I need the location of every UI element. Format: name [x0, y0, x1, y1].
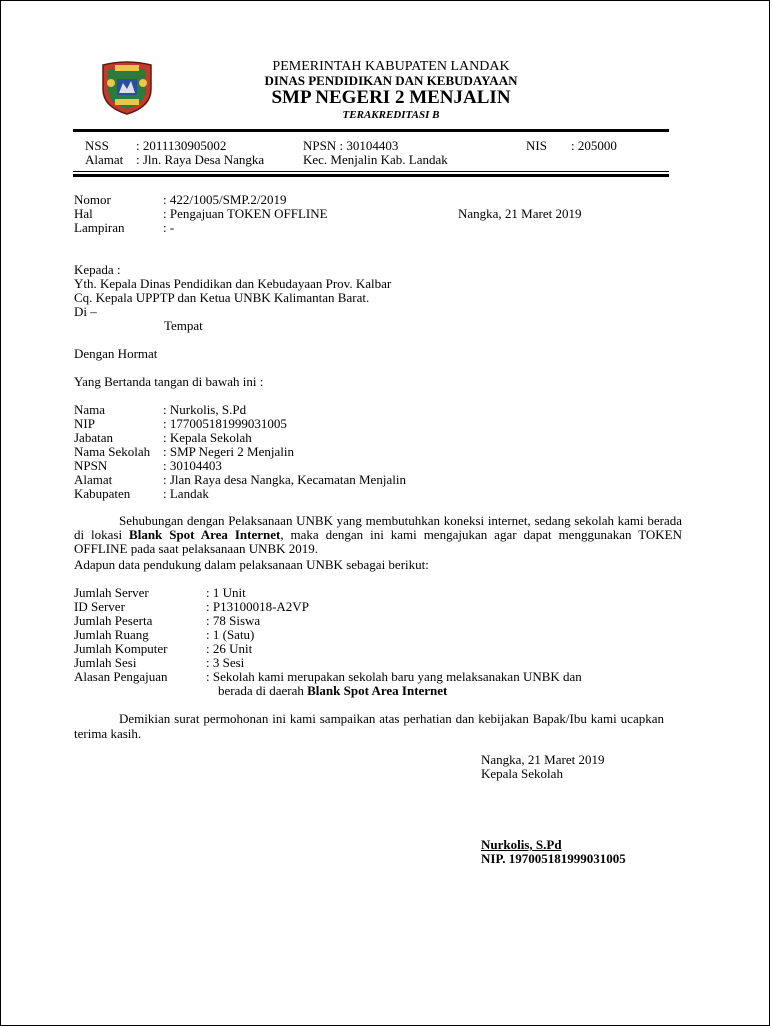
signer-row-value: : 30104403 — [163, 458, 222, 473]
signature-name: Nurkolis, S.Pd — [481, 837, 562, 852]
signer-row-label: Jabatan — [74, 430, 113, 445]
nomor-label: Nomor — [74, 192, 111, 207]
hal-label: Hal — [74, 206, 93, 221]
district-value: Kec. Menjalin Kab. Landak — [303, 152, 448, 167]
nis-label: NIS — [526, 138, 547, 153]
header-rule-top — [73, 129, 669, 132]
hal-value: : Pengajuan TOKEN OFFLINE — [163, 206, 328, 221]
signer-row-label: Nama — [74, 402, 106, 417]
unbk-row-value: : 1 Unit — [206, 585, 246, 600]
recipient-di: Di – — [74, 304, 97, 319]
recipient-tempat: Tempat — [164, 318, 203, 333]
header-rule-thin — [73, 171, 669, 172]
letterhead-school-name: SMP NEGERI 2 MENJALIN — [271, 87, 511, 108]
address-label: Alamat — [85, 152, 124, 167]
body-paragraph: Sehubungan dengan Pelaksanaan UNBK yang membutuhkan koneksi internet, sedang sekolah kami berada di lokasi Blank Spot Area Internet, maka dengan ini kami mengajukan agar dapat menggunakan TOKEN OFFLINE pada saat pelaksanaan UNBK 2019. — [74, 513, 682, 556]
nss-label: NSS — [85, 138, 109, 153]
unbk-row-value: : 3 Sesi — [206, 655, 245, 670]
regency-emblem-icon — [97, 59, 157, 115]
support-data-intro: Adapun data pendukung dalam pelaksanaan UNBK sebagai berikut: — [74, 557, 429, 572]
nss-value: : 2011130905002 — [136, 138, 227, 153]
signer-row-value: : SMP Negeri 2 Menjalin — [163, 444, 294, 459]
header-rule-bottom — [73, 174, 669, 177]
signature-nip: NIP. 197005181999031005 — [481, 851, 626, 866]
address-value: : Jln. Raya Desa Nangka — [136, 152, 265, 167]
unbk-row-value: : 78 Siswa — [206, 613, 261, 628]
unbk-row-value: : 1 (Satu) — [206, 627, 255, 642]
signer-row-label: Kabupaten — [74, 486, 131, 501]
lampiran-label: Lampiran — [74, 220, 125, 235]
signature-role: Kepala Sekolah — [481, 766, 563, 781]
npsn-value: NPSN : 30104403 — [303, 138, 399, 153]
signature-place-date: Nangka, 21 Maret 2019 — [481, 752, 605, 767]
signer-row-value: : Kepala Sekolah — [163, 430, 252, 445]
unbk-row-label: ID Server — [74, 599, 125, 614]
signer-row-label: NPSN — [74, 458, 108, 473]
recipient-kepada: Kepada : — [74, 262, 121, 277]
nis-value: : 205000 — [571, 138, 617, 153]
signer-row-value: : 177005181999031005 — [163, 416, 287, 431]
unbk-row-label: Jumlah Server — [74, 585, 149, 600]
signer-row-label: Alamat — [74, 472, 113, 487]
unbk-row-label: Jumlah Sesi — [74, 655, 137, 670]
letterhead-department: DINAS PENDIDIKAN DAN KEBUDAYAAN — [264, 73, 518, 88]
blank-spot-emphasis: Blank Spot Area Internet — [129, 527, 281, 542]
unbk-row-label: Jumlah Komputer — [74, 641, 168, 656]
signer-row-label: Nama Sekolah — [74, 444, 151, 459]
unbk-row-label: Alasan Pengajuan — [74, 669, 168, 684]
nomor-value: : 422/1005/SMP.2/2019 — [163, 192, 287, 207]
signer-row-value: : Jlan Raya desa Nangka, Kecamatan Menjalin — [163, 472, 406, 487]
greeting: Dengan Hormat — [74, 346, 158, 361]
recipient-line1: Yth. Kepala Dinas Pendidikan dan Kebudayaan Prov. Kalbar — [74, 276, 392, 291]
unbk-row-label: Jumlah Ruang — [74, 627, 149, 642]
signer-row-value: : Landak — [163, 486, 209, 501]
unbk-row-label: Jumlah Peserta — [74, 613, 153, 628]
signer-row-value: : Nurkolis, S.Pd — [163, 402, 247, 417]
letterhead-accreditation: TERAKREDITASI B — [342, 109, 440, 121]
alasan-continuation: berada di daerah Blank Spot Area Internet — [218, 683, 448, 698]
unbk-row-value: : P13100018-A2VP — [206, 599, 309, 614]
unbk-row-value: : 26 Unit — [206, 641, 253, 656]
letterhead-government: PEMERINTAH KABUPATEN LANDAK — [272, 59, 510, 74]
closing-paragraph: Demikian surat permohonan ini kami sampaikan atas perhatian dan kebijakan Bapak/Ibu kami ucapkan terima kasih. — [74, 711, 664, 741]
signer-row-label: NIP — [74, 416, 95, 431]
letter-date: Nangka, 21 Maret 2019 — [458, 206, 582, 221]
intro-line: Yang Bertanda tangan di bawah ini : — [74, 374, 264, 389]
unbk-row-value: : Sekolah kami merupakan sekolah baru yang melaksanakan UNBK dan — [206, 669, 582, 684]
lampiran-value: : - — [163, 220, 175, 235]
recipient-line2: Cq. Kepala UPPTP dan Ketua UNBK Kalimantan Barat. — [74, 290, 370, 305]
